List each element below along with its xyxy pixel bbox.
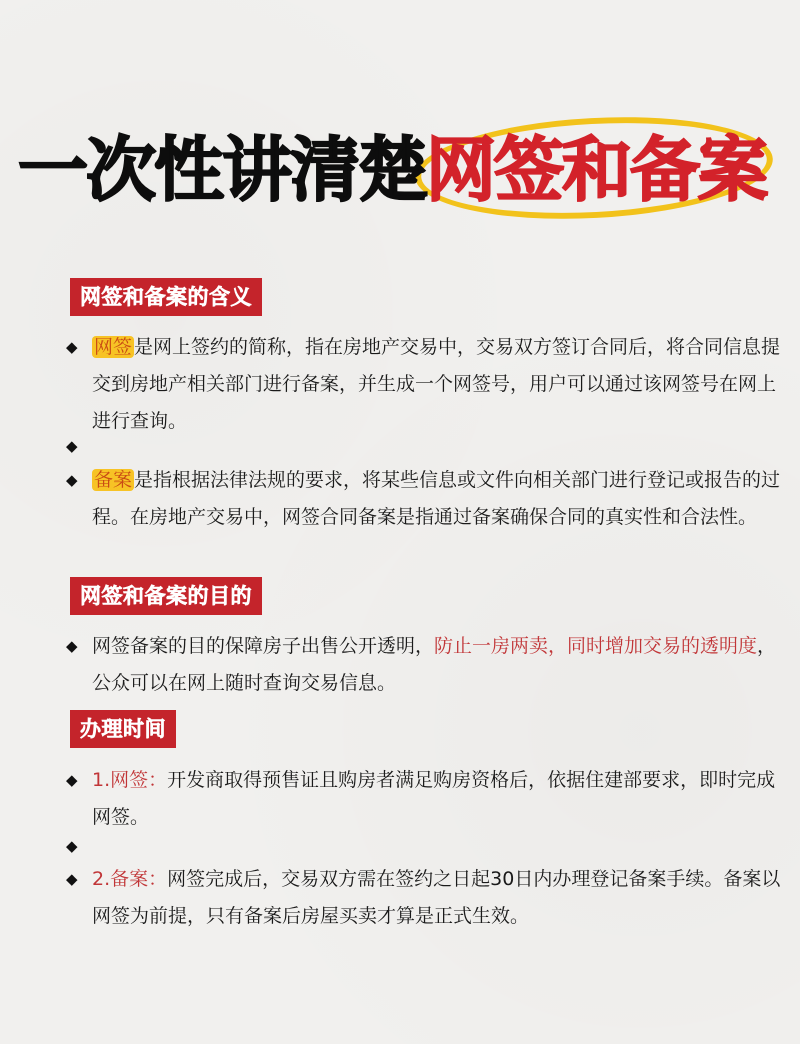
list-item-beian-definition [66, 462, 786, 536]
diamond-bullet-icon: ◆ [66, 471, 78, 489]
item-text: 网签完成后，交易双方需在签约之日起30日内办理登记备案手续。备案以网签为前提，只有备案后房屋买卖才算是正式生效。 [92, 868, 781, 927]
item-label: 2.备案： [92, 868, 168, 890]
title-part-red: 网签和备案 [426, 129, 766, 211]
highlight-term: 网签 [94, 336, 133, 358]
title-part-black: 一次性讲清楚 [18, 129, 426, 211]
emphasis-text: 防止一房两卖，同时增加交易的透明度 [434, 635, 758, 657]
item-text: ，公众可以在网上随时查询交易信息。 [92, 635, 777, 694]
list-item-wangqian-definition [66, 329, 786, 440]
item-text: 是指根据法律法规的要求，将某些信息或文件向相关部门进行登记或报告的过程。在房地产交易中，网签合同备案是指通过备案确保合同的真实性和合法性。 [92, 469, 781, 528]
section-heading-meaning: 网签和备案的含义 [70, 278, 262, 316]
diamond-bullet-icon: ◆ [66, 870, 78, 888]
page-title [0, 118, 800, 218]
diamond-bullet-icon: ◆ [66, 437, 78, 455]
list-item-purpose [66, 628, 786, 702]
diamond-bullet-icon: ◆ [66, 837, 78, 855]
item-label: 1.网签： [92, 769, 168, 791]
list-item-timing-wangqian [66, 762, 786, 836]
list-item-timing-beian [66, 861, 786, 935]
item-text: 开发商取得预售证且购房者满足购房资格后，依据住建部要求，即时完成网签。 [92, 769, 776, 828]
item-text: 是网上签约的简称，指在房地产交易中，交易双方签订合同后，将合同信息提交到房地产相关部门进行备案，并生成一个网签号，用户可以通过该网签号在网上进行查询。 [92, 336, 781, 432]
diamond-bullet-icon: ◆ [66, 771, 78, 789]
highlight-term: 备案 [94, 469, 133, 491]
section-heading-timing: 办理时间 [70, 710, 176, 748]
item-text: 网签备案的目的保障房子出售公开透明， [92, 635, 435, 657]
diamond-bullet-icon: ◆ [66, 637, 78, 655]
section-heading-purpose: 网签和备案的目的 [70, 577, 262, 615]
diamond-bullet-icon: ◆ [66, 338, 78, 356]
title-text [18, 130, 766, 210]
